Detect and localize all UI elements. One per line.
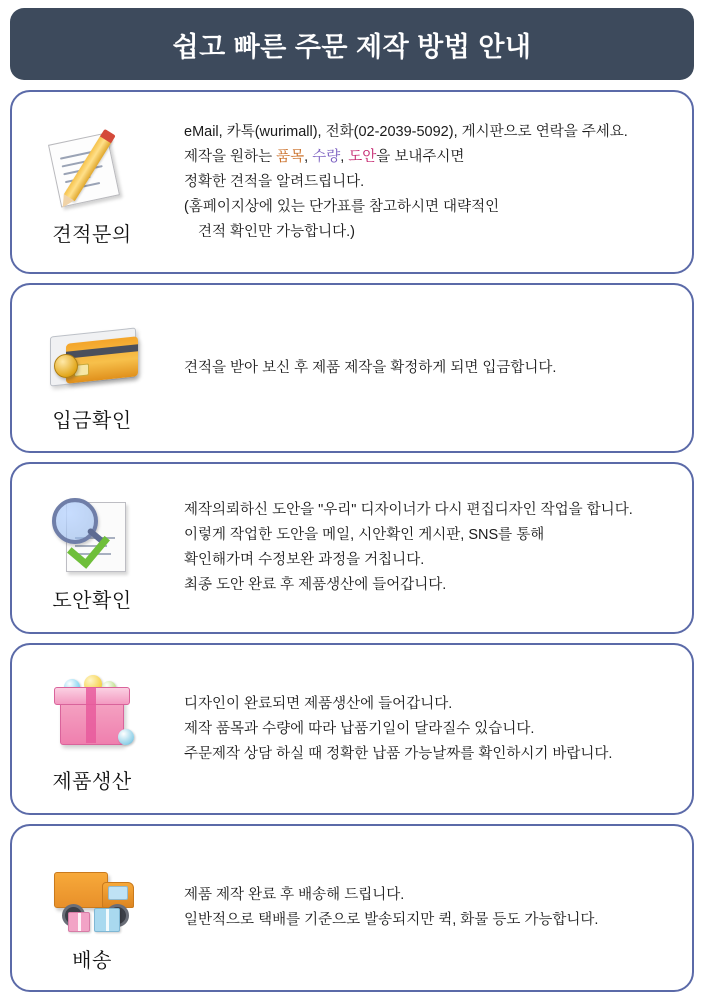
step-card-production [10, 643, 694, 815]
highlight-quantity: 수량 [312, 148, 341, 165]
step-line: 견적 확인만 가능합니다.) [198, 223, 355, 240]
page-header [10, 8, 694, 80]
credit-card-icon [66, 336, 138, 384]
step-card-payment [10, 283, 694, 453]
step-line: (홈페이지상에 있는 단가표를 참고하시면 대략적인 [184, 198, 500, 215]
step-line: 디자인이 완료되면 제품생산에 들어갑니다. [184, 695, 453, 712]
step-line: 최종 도안 완료 후 제품생산에 들어갑니다. [184, 577, 447, 593]
step-line: 제품 제작 완료 후 배송해 드립니다. [184, 887, 405, 903]
step-text-payment [172, 285, 692, 451]
step-text-production [172, 645, 692, 813]
step-label-estimate: 견적문의 [52, 223, 132, 246]
gift-small-icon [94, 908, 120, 932]
step-label-payment: 입금확인 [52, 409, 132, 432]
step-line: 제작의뢰하신 도안을 "우리" 디자이너가 다시 편집디자인 작업을 합니다. [184, 502, 633, 518]
step-text-estimate [172, 92, 692, 272]
step-line: 견적을 받아 보신 후 제품 제작을 확정하게 되면 입금합니다. [184, 359, 557, 376]
step-line: 확인해가며 수정보완 과정을 거칩니다. [184, 552, 425, 568]
step-line: 정확한 견적을 알려드립니다. [184, 173, 365, 190]
step-label-production: 제품생산 [52, 770, 132, 793]
step-icon-column [12, 826, 172, 990]
step-label-delivery: 배송 [72, 949, 112, 972]
highlight-artwork: 도안 [348, 148, 377, 165]
coin-icon [54, 354, 78, 378]
step-line: 이렇게 작업한 도안을 메일, 시안확인 게시판, SNS를 통해 [184, 527, 545, 543]
step-line: 제작 품목과 수량에 따라 납품기일이 달라질수 있습니다. [184, 720, 535, 737]
artwork-check-icon [40, 490, 144, 578]
step-text-artwork [172, 464, 692, 632]
truck-window-icon [108, 886, 128, 900]
step-icon-column [12, 285, 172, 451]
step-icon-column [12, 92, 172, 272]
step-icon-column [12, 464, 172, 632]
highlight-item: 품목 [276, 148, 305, 165]
truck-body-icon [54, 872, 108, 908]
step-label-artwork: 도안확인 [52, 589, 132, 612]
delivery-icon [40, 850, 144, 938]
production-icon [40, 671, 144, 759]
step-line-highlighted: 제작을 원하는 품목, 수량, 도안을 보내주시면 [184, 148, 465, 165]
step-icon-column [12, 645, 172, 813]
ball-icon [118, 729, 134, 745]
gift-ribbon-icon [86, 687, 96, 743]
step-card-delivery [10, 824, 694, 992]
step-line: 일반적으로 택배를 기준으로 발송되지만 퀵, 화물 등도 가능합니다. [184, 912, 599, 928]
step-line: eMail, 카톡(wurimall), 전화(02-2039-5092), 게시판으로 연락을 주세요. [184, 123, 628, 140]
step-text-delivery [172, 826, 692, 990]
payment-confirm-icon [40, 310, 144, 398]
step-line: 주문제작 상담 하실 때 정확한 납품 가능날짜를 확인하시기 바랍니다. [184, 745, 613, 762]
step-card-estimate [10, 90, 694, 274]
page-title: 쉽고 빠른 주문 제작 방법 안내 [172, 31, 532, 62]
gift-small-icon [68, 912, 90, 932]
step-card-artwork [10, 462, 694, 634]
estimate-request-icon [40, 124, 144, 212]
